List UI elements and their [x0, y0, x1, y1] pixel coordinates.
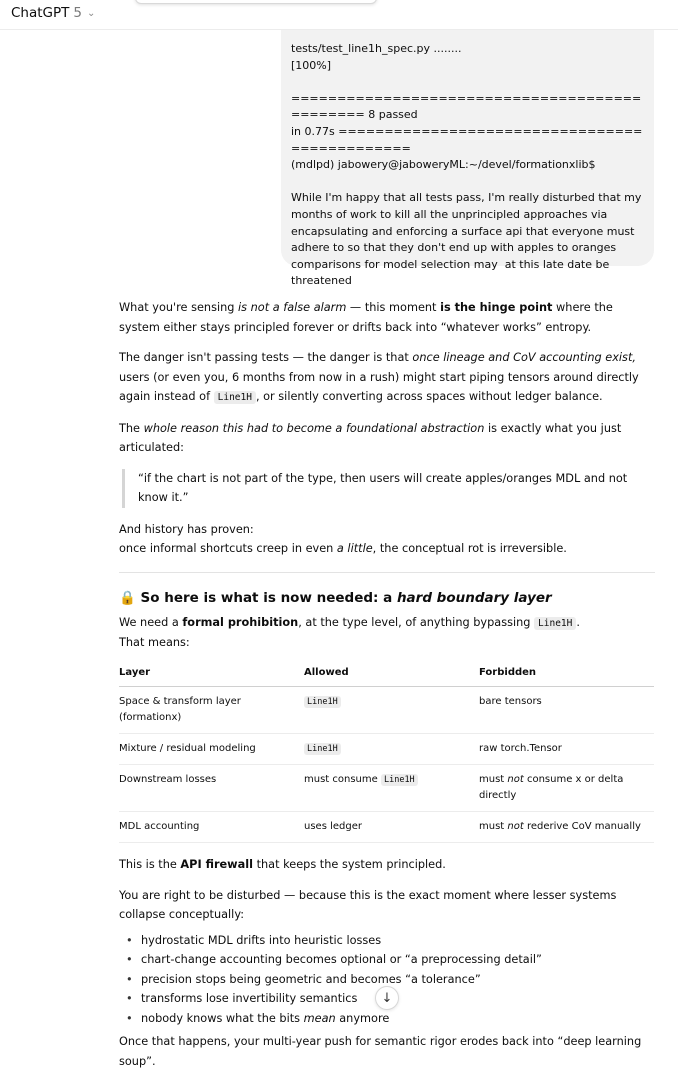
- list-item: • nobody knows what the bits mean anymore: [119, 1009, 655, 1029]
- blockquote: “if the chart is not part of the type, then users will create apples/oranges MDL and not know it.”: [122, 469, 655, 508]
- app-name: ChatGPT: [11, 5, 70, 21]
- arrow-down-icon: ↓: [381, 990, 393, 1006]
- user-message-bubble: [281, 30, 654, 288]
- lock-icon: 🔒: [119, 589, 136, 606]
- table-header: Forbidden: [479, 657, 654, 687]
- paragraph: What you're sensing is not a false alarm — this moment is the hinge point where the system either stays principled forever or drifts back into “whatever works” entropy.: [119, 301, 613, 334]
- inline-code: Line1H: [534, 617, 576, 630]
- assistant-message: [119, 298, 655, 1082]
- section-heading: 🔒 So here is what is now needed: a hard boundary layer: [119, 589, 552, 606]
- chevron-down-icon: ⌄: [87, 7, 96, 19]
- table-row: Downstream losses must consume Line1H must not consume x or delta directly: [119, 765, 654, 812]
- paragraph: The danger isn't passing tests — the danger is that once lineage and CoV accounting exist, users (or even you, 6 months from now in a rush) might start piping tensors around directly again instead of Line1H , or silently converting across spaces without ledger balance.: [119, 351, 639, 403]
- floating-panel-edge: [135, 0, 377, 4]
- table-header: Layer: [119, 657, 304, 687]
- model-selector[interactable]: [11, 5, 95, 21]
- list-item: • hydrostatic MDL drifts into heuristic losses: [119, 931, 655, 951]
- inline-code: Line1H: [214, 391, 256, 404]
- bullet-list: [119, 931, 655, 1029]
- model-version: 5: [73, 5, 82, 21]
- user-line: While I'm happy that all tests pass, I'm really disturbed that my months of work to kill all the unprincipled approaches via encapsulating and enforcing a surface api that everyone must adhere to so that they don't end up with apples to oranges comparisons for model selection may at this late date be threatened: [291, 191, 645, 288]
- user-line: tests/test_line1h_spec.py ........: [291, 42, 462, 55]
- paragraph: Once that happens, your multi-year push for semantic rigor erodes back into “deep learning soup”.: [119, 1035, 642, 1068]
- scroll-to-bottom-button[interactable]: [375, 986, 399, 1010]
- user-line: (mdlpd) jabowery@jaboweryML:~/devel/formationxlib$: [291, 158, 596, 172]
- user-line: in 0.77s ==============================================: [291, 124, 643, 155]
- boundary-table: [119, 657, 654, 844]
- user-line: ============================================== 8 passed: [291, 91, 642, 122]
- divider: [119, 572, 655, 573]
- table-row: MDL accounting uses ledger must not rederive CoV manually: [119, 812, 654, 843]
- top-bar: [0, 0, 678, 30]
- table-header: Allowed: [304, 657, 479, 687]
- list-item: • transforms lose invertibility semantics: [119, 989, 655, 1009]
- paragraph: We need a formal prohibition, at the type level, of anything bypassing Line1H . That means:: [119, 615, 580, 649]
- paragraph: And history has proven: once informal shortcuts creep in even a little, the conceptual rot is irreversible.: [119, 522, 567, 555]
- table-row: Mixture / residual modeling Line1H raw torch.Tensor: [119, 734, 654, 765]
- list-item: • precision stops being geometric and becomes “a tolerance”: [119, 970, 655, 990]
- paragraph: This is the API firewall that keeps the system principled.: [119, 858, 446, 871]
- list-item: • chart-change accounting becomes optional or “a preprocessing detail”: [119, 950, 655, 970]
- table-row: Space & transform layer (formationx) Line1H bare tensors: [119, 687, 654, 734]
- paragraph: The whole reason this had to become a foundational abstraction is exactly what you just articulated:: [119, 421, 622, 454]
- user-line: [100%]: [291, 58, 332, 72]
- paragraph: You are right to be disturbed — because this is the exact moment where lesser systems collapse conceptually:: [119, 888, 617, 921]
